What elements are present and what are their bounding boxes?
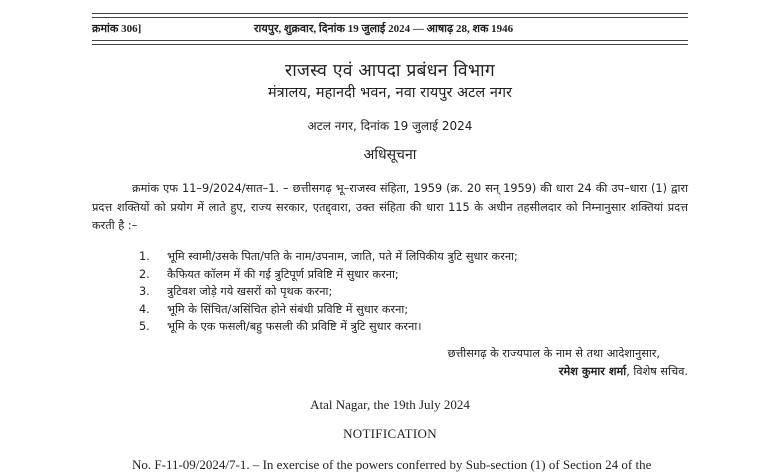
issue-number: क्रमांक 306] bbox=[92, 23, 142, 35]
department-title: राजस्व एवं आपदा प्रबंधन विभाग bbox=[285, 61, 495, 81]
list-item-text: कैफियत कॉलम में की गई त्रुटिपूर्ण प्रविष्टि में सुधार करना; bbox=[167, 267, 399, 281]
gazette-page bbox=[92, 0, 688, 470]
hindi-notification-heading: अधिसूचना bbox=[363, 147, 417, 163]
signatory-name: रमेश कुमार शर्मा bbox=[558, 365, 627, 378]
powers-list bbox=[139, 248, 679, 336]
english-notification-heading: NOTIFICATION bbox=[343, 426, 437, 441]
list-item-text: त्रुटिवश जोड़े गये खसरों को पृथक करना; bbox=[167, 285, 333, 298]
department-address: मंत्रालय, महानदी भवन, नवा रायपुर अटल नगर bbox=[268, 85, 512, 101]
hindi-date: अटल नगर, दिनांक 19 जुलाई 2024 bbox=[307, 119, 473, 133]
list-item bbox=[139, 266, 679, 284]
list-item-text: भूमि के सिंचित/असिंचित होने संबंधी प्रविष्टि में सुधार करना; bbox=[167, 302, 409, 316]
list-item-number: 5. bbox=[139, 320, 150, 333]
list-item-text: भूमि के एक फसली/बहु फसली की प्रविष्टि में त्रुटि सुधार करना। bbox=[167, 320, 422, 333]
list-item bbox=[139, 248, 679, 266]
list-item-number: 4. bbox=[139, 302, 150, 316]
signoff-authority: छत्तीसगढ़ के राज्यपाल के नाम से तथा आदेशानुसार, bbox=[447, 347, 660, 360]
header-top-rule bbox=[92, 13, 688, 18]
list-item bbox=[139, 318, 679, 336]
signoff-block bbox=[92, 345, 688, 381]
list-item-text: भूमि स्वामी/उसके पिता/पति के नाम/उपनाम, जाति, पते में लिपिकीय त्रुटि सुधार करना; bbox=[167, 250, 518, 263]
signoff-signatory bbox=[92, 363, 688, 381]
english-notification-paragraph bbox=[92, 456, 688, 474]
gazette-header bbox=[92, 21, 688, 37]
list-item bbox=[139, 301, 679, 319]
list-item bbox=[139, 283, 679, 301]
list-item-number: 2. bbox=[139, 267, 150, 281]
gazette-dateline: रायपुर, शुक्रवार, दिनांक 19 जुलाई 2024 — आषाढ़ 28, शक 1946 bbox=[254, 23, 514, 35]
signatory-designation: , विशेष सचिव. bbox=[626, 365, 688, 378]
list-item-number: 3. bbox=[139, 285, 150, 298]
english-date: Atal Nagar, the 19th July 2024 bbox=[310, 397, 470, 412]
header-bottom-rule bbox=[92, 40, 688, 45]
english-paragraph-text: No. F-11-09/2024/7-1. – In exercise of the powers conferred by Sub-section (1) of Section 24 of the bbox=[132, 457, 652, 472]
hindi-paragraph-text: क्रमांक एफ 11–9/2024/सात–1. – छत्तीसगढ़ भू–राजस्व संहिता, 1959 (क्र. 20 सन् 1959) की धारा 24 की उप–धारा (1) द्वारा प्रदत्त शक्तियों को प्रयोग में लाते हुए, राज्य सरकार, एतद्द्वारा, उक्त संहिता की धारा 115 के अधीन तहसीलदार को निम्नानुसार शक्तियां प्रदत्त करती है :– bbox=[92, 182, 688, 232]
hindi-notification-paragraph bbox=[92, 180, 688, 236]
list-item-number: 1. bbox=[139, 250, 150, 263]
